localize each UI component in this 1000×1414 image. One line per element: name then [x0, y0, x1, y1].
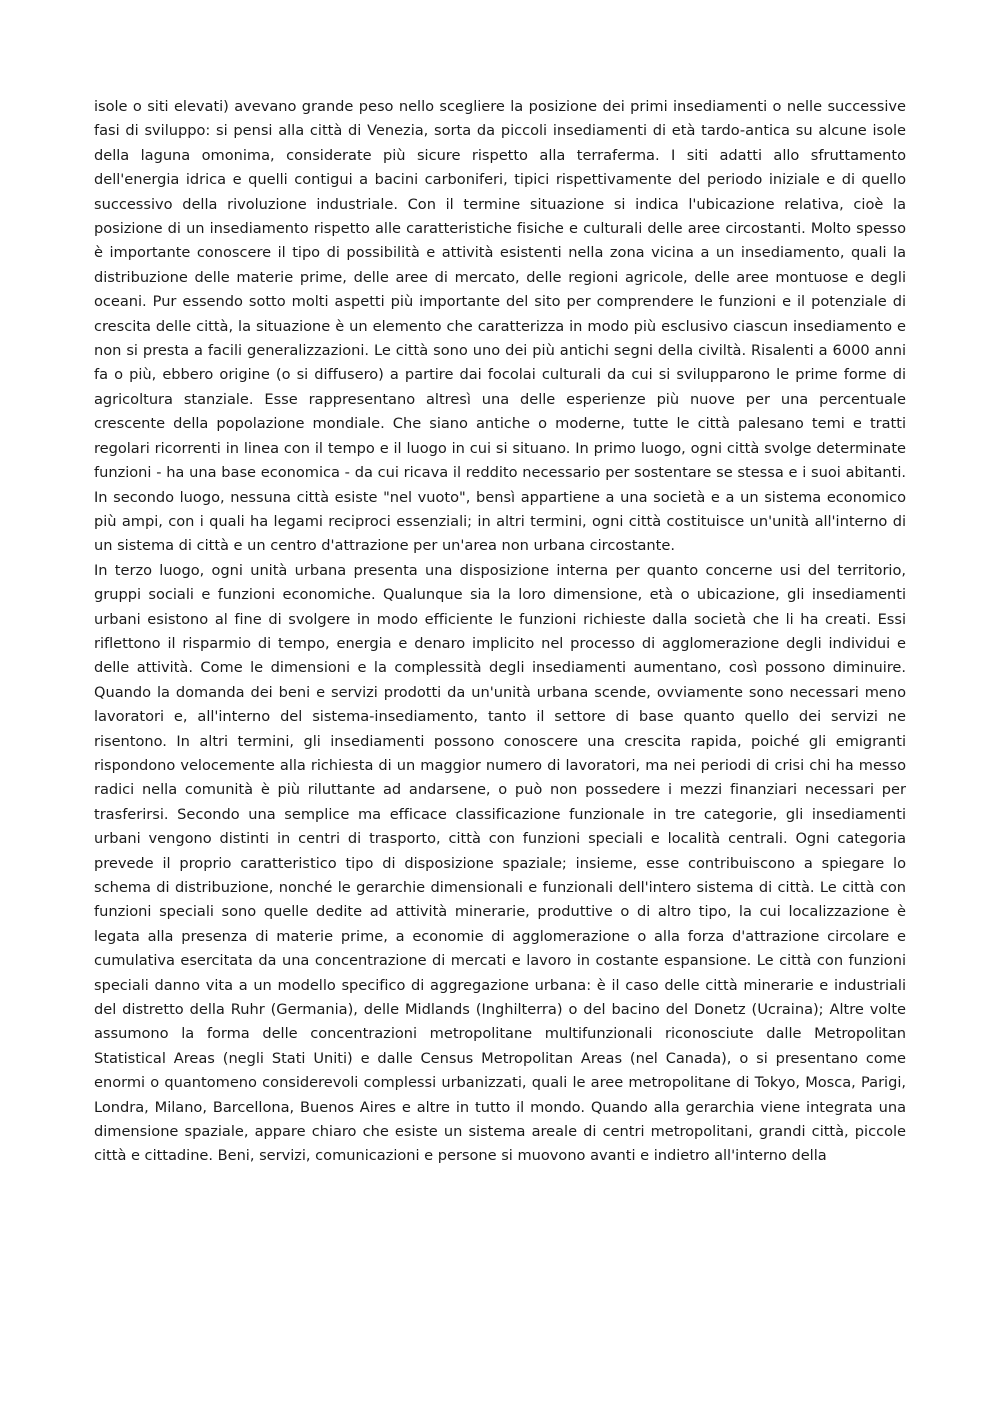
paragraph-1: isole o siti elevati) avevano grande peso nello scegliere la posizione dei primi insediamenti o nelle successive fasi di sviluppo: si pensi alla città di Venezia, sorta da piccoli insediamenti di età tardo-antica su alcune isole della laguna omonima, considerate più sicure rispetto alla terraferma. I siti adatti allo sfruttamento dell'energia idrica e quelli contigui a bacini carboniferi, tipici rispettivamente del periodo iniziale e di quello successivo della rivoluzione industriale. Con il termine situazione si indica l'ubicazione relativa, cioè la posizione di un insediamento rispetto alle caratteristiche fisiche e culturali delle aree circostanti. Molto spesso è importante conoscere il tipo di possibilità e attività esistenti nella zona vicina a un insediamento, quali la distribuzione delle materie prime, delle aree di mercato, delle regioni agricole, delle aree montuose e degli oceani. Pur essendo sotto molti aspetti più importante del sito per comprendere le funzioni e il potenziale di crescita delle città, la situazione è un elemento che caratterizza in modo più esclusivo ciascun insediamento e non si presta a facili generalizzazioni. Le città sono uno dei più antichi segni della civiltà. Risalenti a 6000 anni fa o più, ebbero origine (o si diffusero) a partire dai focolai culturali da cui si svilupparono le prime forme di agricoltura stanziale. Esse rappresentano altresì una delle esperienze più nuove per una percentuale crescente della popolazione mondiale. Che siano antiche o moderne, tutte le città palesano temi e tratti regolari ricorrenti in linea con il tempo e il luogo in cui si situano. In primo luogo, ogni città svolge determinate funzioni - ha una base economica - da cui ricava il reddito necessario per sostentare se stessa e i suoi abitanti. In secondo luogo, nessuna città esiste "nel vuoto", bensì appartiene a una società e a un sistema economico più ampi, con i quali ha legami reciproci essenziali; in altri termini, ogni città costituisce un'unità all'interno di un sistema di città e un centro d'attrazione per un'area non urbana circostante. [94, 98, 906, 555]
document-page [94, 95, 906, 1169]
paragraph-2: In terzo luogo, ogni unità urbana presenta una disposizione interna per quanto concerne usi del territorio, gruppi sociali e funzioni economiche. Qualunque sia la loro dimensione, età o ubicazione, gli insediamenti urbani esistono al fine di svolgere in modo efficiente le funzioni richieste dalla società che li ha creati. Essi riflettono il risparmio di tempo, energia e denaro implicito nel processo di agglomerazione degli individui e delle attività. Come le dimensioni e la complessità degli insediamenti aumentano, così possono diminuire. Quando la domanda dei beni e servizi prodotti da un'unità urbana scende, ovviamente sono necessari meno lavoratori e, all'interno del sistema-insediamento, tanto il settore di base quanto quello dei servizi ne risentono. In altri termini, gli insediamenti possono conoscere una crescita rapida, poiché gli emigranti rispondono velocemente alla richiesta di un maggior numero di lavoratori, ma nei periodi di crisi chi ha messo radici nella comunità è più riluttante ad andarsene, o può non possedere i mezzi finanziari necessari per trasferirsi. Secondo una semplice ma efficace classificazione funzionale in tre categorie, gli insediamenti urbani vengono distinti in centri di trasporto, città con funzioni speciali e località centrali. Ogni categoria prevede il proprio caratteristico tipo di disposizione spaziale; insieme, esse contribuiscono a spiegare lo schema di distribuzione, nonché le gerarchie dimensionali e funzionali dell'intero sistema di città. Le città con funzioni speciali sono quelle dedite ad attività minerarie, produttive o di altro tipo, la cui localizzazione è legata alla presenza di materie prime, a economie di agglomerazione o alla forza d'attrazione circolare e cumulativa esercitata da una concentrazione di mercati e lavoro in costante espansione. Le città con funzioni speciali danno vita a un modello specifico di aggregazione urbana: è il caso delle città minerarie e industriali del distretto della Ruhr (Germania), delle Midlands (Inghilterra) o del bacino del Donetz (Ucraina); Altre volte assumono la forma delle concentrazioni metropolitane multifunzionali riconosciute dalle Metropolitan Statistical Areas (negli Stati Uniti) e dalle Census Metropolitan Areas (nel Canada), o si presentano come enormi o quantomeno considerevoli complessi urbanizzati, quali le aree metropolitane di Tokyo, Mosca, Parigi, Londra, Milano, Barcellona, Buenos Aires e altre in tutto il mondo. Quando alla gerarchia viene integrata una dimensione spaziale, appare chiaro che esiste un sistema areale di centri metropolitani, grandi città, piccole città e cittadine. Beni, servizi, comunicazioni e persone si muovono avanti e indietro all'interno della [94, 561, 906, 1165]
